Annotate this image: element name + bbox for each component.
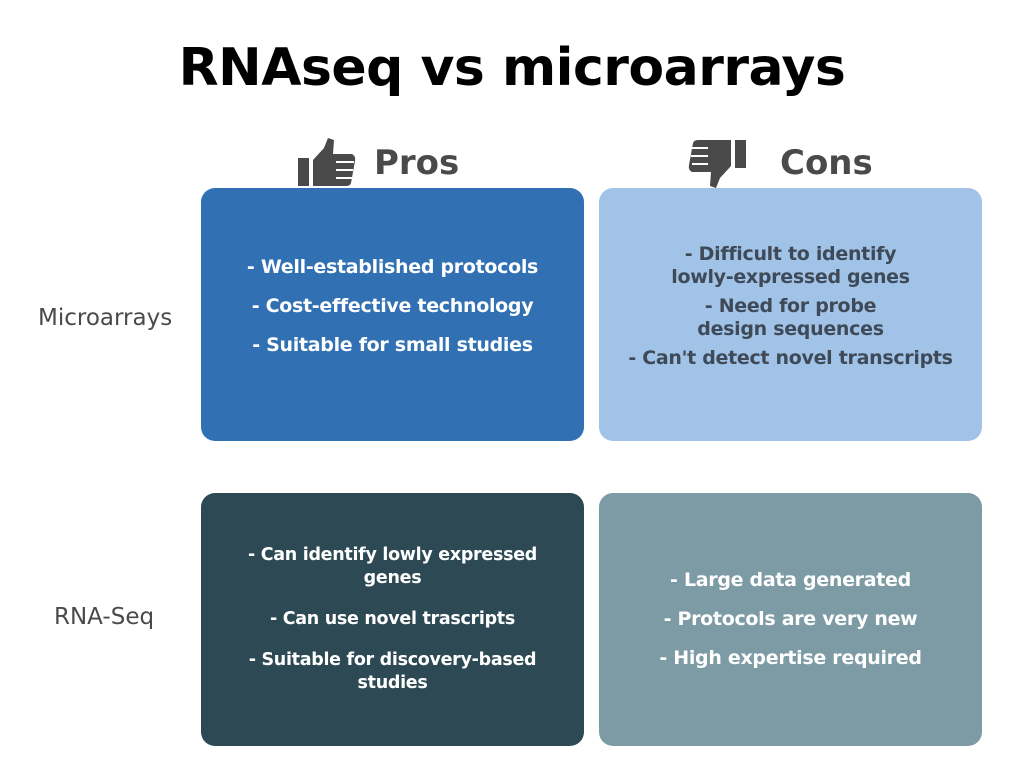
microarrays-cons-cell — [599, 188, 982, 441]
row-label-rnaseq: RNA-Seq — [54, 604, 155, 630]
pros-label: Pros — [374, 142, 460, 183]
list-item: - Suitable for discovery-based studies — [248, 650, 537, 693]
list-item: - Well-established protocols — [246, 256, 539, 278]
pros-column-header — [296, 135, 459, 190]
thumbs-down-icon — [686, 138, 748, 188]
list-item: - Need for probe design sequences — [697, 295, 884, 340]
row-label-microarrays: Microarrays — [38, 305, 173, 331]
list-item: - Difficult to identify lowly-expressed genes — [671, 243, 910, 288]
list-item: - Can't detect novel transcripts — [628, 347, 953, 369]
list-item: - Can use novel trascripts — [270, 609, 515, 629]
list-item: - Suitable for small studies — [252, 334, 533, 356]
rnaseq-pros-cell — [201, 493, 584, 746]
rnaseq-cons-cell — [599, 493, 982, 746]
thumbs-up-icon — [296, 138, 358, 188]
list-item: - High expertise required — [659, 647, 922, 669]
cons-column-header — [686, 135, 873, 190]
list-item: - Can identify lowly expressed genes — [248, 545, 537, 588]
list-item: - Protocols are very new — [663, 608, 918, 630]
microarrays-pros-cell — [201, 188, 584, 441]
list-item: - Cost-effective technology — [251, 295, 534, 317]
list-item: - Large data generated — [670, 569, 911, 591]
page-title: RNAseq vs microarrays — [178, 38, 846, 98]
cons-label: Cons — [780, 142, 873, 183]
